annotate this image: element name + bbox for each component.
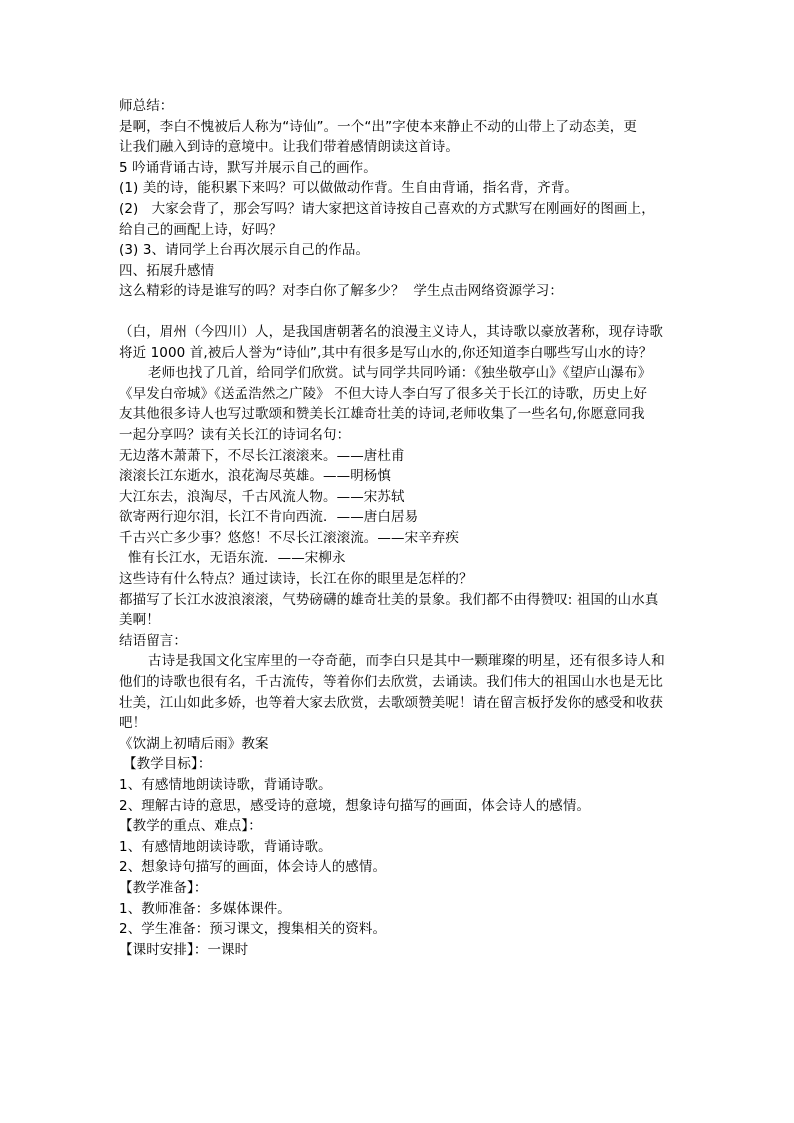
section-heading: 结语留言： (119, 632, 187, 649)
text-line: 一起分享吗？读有关长江的诗词名句： (119, 426, 351, 443)
text-line: 《早发白帝城》《送孟浩然之广陵》 不但大诗人李白写了很多关于长江的诗歌，历史上好 (119, 385, 648, 402)
list-item: 2、想象诗句描写的画面，体会诗人的感情。 (119, 859, 387, 876)
text-line: 这些诗有什么特点？通过读诗，长江在你的眼里是怎样的？ (119, 571, 473, 588)
text-line: 他们的诗歌也很有名，千古流传，等着你们去欣赏，去诵读。我们伟大的祖国山水也是无比 (119, 674, 663, 691)
text-line: 让我们融入到诗的意境中。让我们带着感情朗读这首诗。 (119, 139, 459, 156)
section-heading: 【教学准备】： (119, 879, 208, 896)
text-line: 师总结： (119, 98, 174, 114)
text-line: 吧！ (119, 715, 147, 732)
text-line: (3) 3、请同学上台再次展示自己的作品。 (119, 242, 370, 259)
text-line: 友其他很多诗人也写过歌颂和赞美长江雄奇壮美的诗词,老师收集了一些名句,你愿意同我 (119, 406, 645, 423)
text-line: 老师也找了几首，给同学们欣赏。试与同学共同吟诵：《独坐敬亭山》《望庐山瀑布》 (148, 365, 652, 382)
text-line: 这么精彩的诗是谁写的吗？对李白你了解多少？ 学生点击网络资源学习： (119, 283, 563, 300)
poem-quote: 惟有长江水，无语东流．——宋柳永 (128, 550, 346, 567)
text-line: 美啊！ (119, 612, 160, 629)
text-line: 是啊，李白不愧被后人称为“诗仙”。一个“出”字使本来静止不动的山带上了动态美，更 (119, 118, 637, 135)
poem-quote: 欲寄两行迎尔泪，长江不肯向西流．——唐白居易 (119, 509, 419, 526)
text-line: 古诗是我国文化宝库里的一夺奇葩，而李白只是其中一颗璀璨的明星，还有很多诗人和 (148, 653, 665, 670)
list-item: 2、理解古诗的意思，感受诗的意境，想象诗句描写的画面，体会诗人的感情。 (119, 797, 591, 814)
text-line: 都描写了长江水波浪滚滚，气势磅礴的雄奇壮美的景象。我们都不由得赞叹: 祖国的山水真 (119, 591, 659, 608)
blank-line (119, 302, 681, 322)
text-line: 壮美，江山如此多娇，也等着大家去欣赏，去歌颂赞美呢！请在留言板抒发你的感受和收获 (119, 694, 663, 711)
list-item: 1、有感情地朗读诗歌，背诵诗歌。 (119, 777, 332, 793)
text-line: (2) 大家会背了，那会写吗？请大家把这首诗按自己喜欢的方式默写在刚画好的图画上， (119, 200, 655, 217)
poem-quote: 千古兴亡多少事？悠悠！不尽长江滚滚流。——宋辛弃疾 (119, 529, 459, 546)
text-line: 给自己的画配上诗，好吗？ (119, 221, 283, 238)
text-line: （白，眉州（今四川）人，是我国唐朝著名的浪漫主义诗人，其诗歌以豪放著称，现存诗歌 (119, 323, 663, 340)
poem-quote: 无边落木萧萧下，不尽长江滚滚来。——唐杜甫 (119, 447, 405, 464)
list-item: 1、有感情地朗读诗歌，背诵诗歌。 (119, 838, 332, 855)
text-line: 将近 1000 首,被后人誉为“诗仙”,其中有很多是写山水的,你还知道李白哪些写山水的诗？ (119, 344, 653, 361)
text-line: 5 吟诵背诵古诗，默写并展示自己的画作。 (119, 159, 377, 176)
document-page (119, 96, 681, 960)
text-line: (1) 美的诗，能积累下来吗？可以做做动作背。生自由背诵，指名背，齐背。 (119, 180, 579, 197)
section-heading: 【教学目标】： (123, 756, 212, 773)
section-heading: 【教学的重点、难点】： (119, 818, 262, 835)
list-item: 1、教师准备：多媒体课件。 (119, 900, 291, 917)
poem-quote: 滚滚长江东逝水，浪花淘尽英雄。——明杨慎 (119, 468, 391, 485)
section-heading: 【课时安排】：一课时 (119, 941, 249, 958)
poem-quote: 大江东去，浪淘尽，千古风流人物。——宋苏轼 (119, 488, 405, 505)
list-item: 2、学生准备：预习课文，搜集相关的资料。 (119, 921, 387, 938)
lesson-title: 《饮湖上初晴后雨》教案 (119, 735, 269, 752)
section-heading: 四、拓展升感情 (119, 262, 215, 279)
